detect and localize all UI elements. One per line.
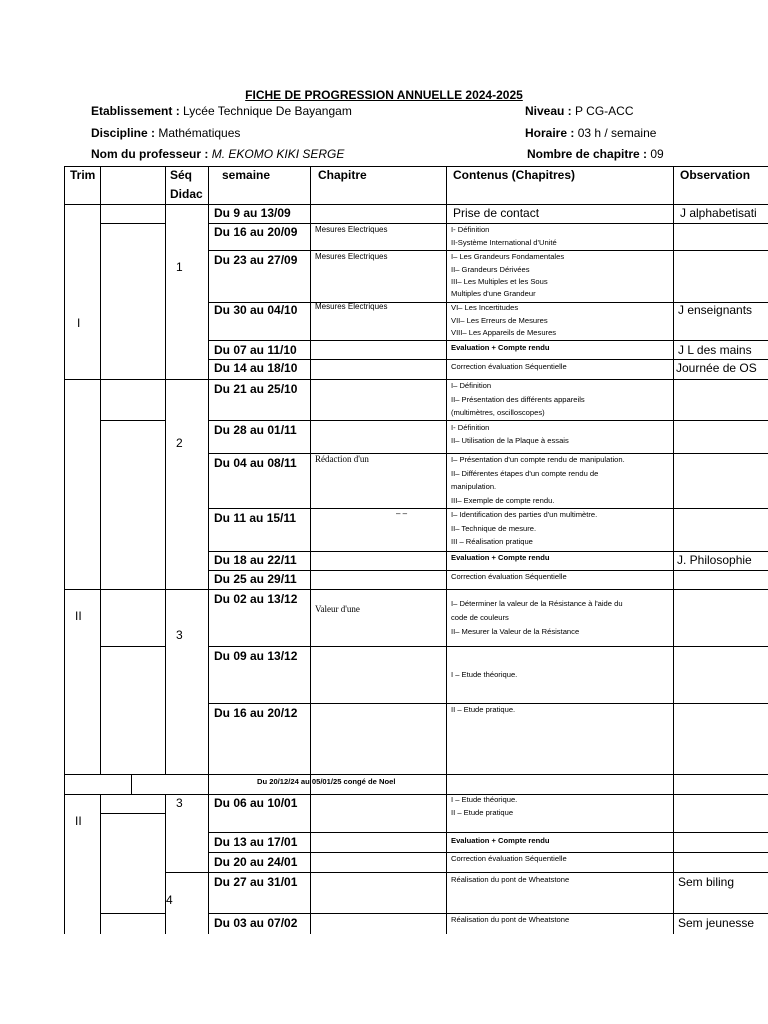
header-seq: Séq bbox=[170, 168, 193, 182]
chapter-cell: Mesures Electriques bbox=[315, 302, 388, 311]
content-line: I– Identification des parties d'un multimètre. bbox=[451, 510, 598, 519]
niveau-value: P CG-ACC bbox=[575, 104, 634, 118]
week-cell: Du 16 au 20/12 bbox=[214, 706, 298, 720]
professeur-value: M. EKOMO KIKI SERGE bbox=[211, 147, 345, 161]
content-line: code de couleurs bbox=[451, 613, 509, 622]
observation-cell: J enseignants bbox=[678, 303, 753, 317]
horaire-value: 03 h / semaine bbox=[577, 126, 657, 140]
content-line: II– Mesurer la Valeur de la Résistance bbox=[451, 627, 580, 636]
header-didac: Didac bbox=[170, 187, 203, 201]
header-semaine: semaine bbox=[222, 168, 271, 182]
content-line: I– Déterminer la valeur de la Résistance à l'aide du bbox=[451, 599, 623, 608]
week-cell: Du 13 au 17/01 bbox=[214, 835, 298, 849]
content-line: I – Etude théorique. bbox=[451, 670, 518, 679]
content-line: Correction évaluation Séquentielle bbox=[451, 854, 567, 863]
content-line: I- Définition bbox=[451, 423, 490, 432]
nb-chapitre-label: Nombre de chapitre : bbox=[527, 147, 648, 161]
observation-cell: Sem jeunesse bbox=[678, 916, 755, 930]
week-cell: Du 20 au 24/01 bbox=[214, 855, 298, 869]
etablissement-label: Etablissement : bbox=[91, 104, 180, 118]
observation-cell: J. Philosophie bbox=[677, 553, 752, 567]
content-line: VIII– Les Appareils de Mesures bbox=[451, 328, 557, 337]
content-line: II– Technique de mesure. bbox=[451, 524, 537, 533]
content-line: manipulation. bbox=[451, 482, 497, 491]
week-cell: Du 9 au 13/09 bbox=[214, 206, 291, 220]
content-line: II– Différentes étapes d'un compte rendu de bbox=[451, 469, 599, 478]
chapter-cell: Valeur d'une bbox=[315, 604, 360, 614]
content-line: I– Présentation d'un compte rendu de manipulation. bbox=[451, 455, 625, 464]
etablissement-value: Lycée Technique De Bayangam bbox=[183, 104, 352, 118]
week-cell: Du 18 au 22/11 bbox=[214, 553, 297, 567]
header-contenus: Contenus (Chapitres) bbox=[453, 168, 576, 182]
holiday-note: Du 20/12/24 au 05/01/25 congé de Noel bbox=[257, 777, 396, 786]
week-cell: Du 06 au 10/01 bbox=[214, 796, 298, 810]
header-trim: Trim bbox=[70, 168, 96, 182]
content-line: Evaluation + Compte rendu bbox=[451, 553, 550, 562]
content-line: II– Grandeurs Dérivées bbox=[451, 265, 530, 274]
week-cell: Du 11 au 15/11 bbox=[214, 511, 297, 525]
content-line: III – Réalisation pratique bbox=[451, 537, 533, 546]
seq-label: 3 bbox=[176, 628, 183, 642]
professeur-label: Nom du professeur : bbox=[91, 147, 209, 161]
content-line: Evaluation + Compte rendu bbox=[451, 836, 550, 845]
seq-label: 4 bbox=[166, 893, 173, 907]
content-line: Evaluation + Compte rendu bbox=[451, 343, 550, 352]
observation-cell: J alphabetisati bbox=[680, 206, 757, 220]
content-line: I– Définition bbox=[451, 381, 492, 390]
content-line: II – Etude pratique bbox=[451, 808, 514, 817]
week-cell: Du 02 au 13/12 bbox=[214, 592, 298, 606]
header-chapitre: Chapitre bbox=[318, 168, 367, 182]
content-line: VII– Les Erreurs de Mesures bbox=[451, 316, 548, 325]
week-cell: Du 27 au 31/01 bbox=[214, 875, 298, 889]
header-observation: Observation bbox=[680, 168, 751, 182]
content-line: (multimètres, oscilloscopes) bbox=[451, 408, 545, 417]
observation-cell: J L des mains bbox=[678, 343, 752, 357]
seq-label: 2 bbox=[176, 436, 183, 450]
discipline-value: Mathématiques bbox=[158, 126, 241, 140]
seq-label: 1 bbox=[176, 260, 183, 274]
horaire-label: Horaire : bbox=[525, 126, 575, 140]
week-cell: Du 25 au 29/11 bbox=[214, 572, 297, 586]
content-line: Correction évaluation Séquentielle bbox=[451, 362, 567, 371]
content-line: II– Présentation des différents appareils bbox=[451, 395, 585, 404]
content-line: I – Etude théorique. bbox=[451, 795, 518, 804]
week-cell: Du 16 au 20/09 bbox=[214, 225, 298, 239]
content-line: VI– Les Incertitudes bbox=[451, 303, 519, 312]
week-cell: Du 03 au 07/02 bbox=[214, 916, 298, 930]
observation-cell: Sem biling bbox=[678, 875, 735, 889]
content-line: II – Etude pratique. bbox=[451, 705, 516, 714]
week-cell: Du 21 au 25/10 bbox=[214, 382, 298, 396]
content-line: Réalisation du pont de Wheatstone bbox=[451, 915, 570, 924]
week-cell: Du 30 au 04/10 bbox=[214, 303, 298, 317]
observation-cell: Journée de OS bbox=[676, 361, 757, 375]
content-line: Réalisation du pont de Wheatstone bbox=[451, 875, 570, 884]
niveau-label: Niveau : bbox=[525, 104, 572, 118]
nb-chapitre-value: 09 bbox=[650, 147, 664, 161]
week-cell: Du 09 au 13/12 bbox=[214, 649, 298, 663]
week-cell: Du 07 au 11/10 bbox=[214, 343, 297, 357]
seq-label: 3 bbox=[176, 796, 183, 810]
chapter-cell: Mesures Electriques bbox=[315, 225, 388, 234]
trim-label: II bbox=[75, 814, 82, 828]
content-line: Multiples d'une Grandeur bbox=[451, 289, 536, 298]
content-line: I– Les Grandeurs Fondamentales bbox=[451, 252, 565, 261]
content-line: II-Système International d'Unité bbox=[451, 238, 557, 247]
trim-label: II bbox=[75, 609, 82, 623]
week-cell: Du 28 au 01/11 bbox=[214, 423, 297, 437]
content-line: III– Les Multiples et les Sous bbox=[451, 277, 548, 286]
content-line: II– Utilisation de la Plaque à essais bbox=[451, 436, 569, 445]
chapter-cell: – – bbox=[396, 509, 408, 518]
week-cell: Du 04 au 08/11 bbox=[214, 456, 297, 470]
week-cell: Du 14 au 18/10 bbox=[214, 361, 298, 375]
content-line: III– Exemple de compte rendu. bbox=[451, 496, 555, 505]
content-line: I- Définition bbox=[451, 225, 490, 234]
content-line: Prise de contact bbox=[453, 206, 540, 220]
trim-label: I bbox=[77, 316, 81, 330]
doc-title: FICHE DE PROGRESSION ANNUELLE 2024-2025 bbox=[245, 88, 523, 102]
week-cell: Du 23 au 27/09 bbox=[214, 253, 298, 267]
content-line: Correction évaluation Séquentielle bbox=[451, 572, 567, 581]
chapter-cell: Rédaction d'un bbox=[315, 454, 369, 464]
chapter-cell: Mesures Electriques bbox=[315, 252, 388, 261]
discipline-label: Discipline : bbox=[91, 126, 156, 140]
